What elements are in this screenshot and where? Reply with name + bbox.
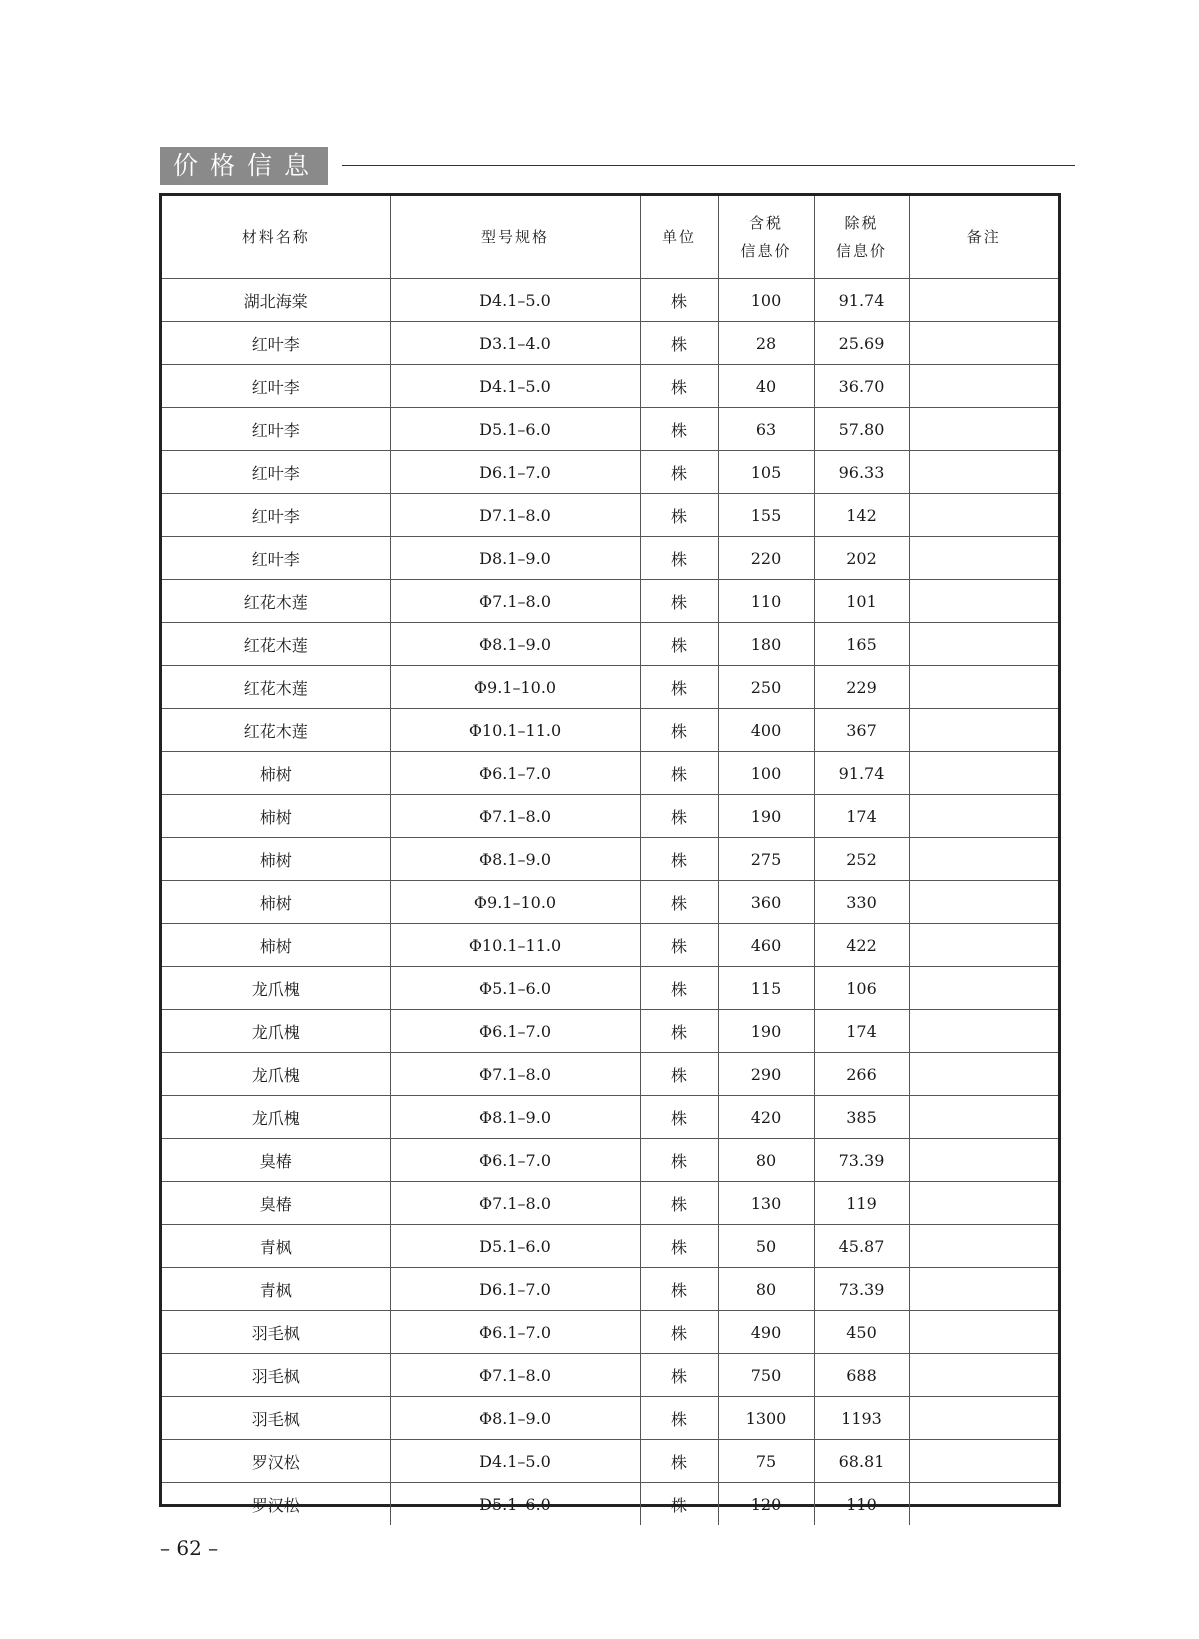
- cell-material-name: 湖北海棠: [162, 279, 390, 322]
- cell-unit: 株: [640, 709, 718, 752]
- cell-unit: 株: [640, 322, 718, 365]
- cell-unit: 株: [640, 1354, 718, 1397]
- cell-unit: 株: [640, 537, 718, 580]
- cell-tax-price: 290: [718, 1053, 814, 1096]
- table-row: [162, 881, 1058, 924]
- cell-unit: 株: [640, 1483, 718, 1526]
- cell-remark: [909, 795, 1058, 838]
- cell-spec: D4.1–5.0: [390, 1440, 640, 1483]
- cell-material-name: 红花木莲: [162, 623, 390, 666]
- header-remark: 备注: [909, 196, 1058, 279]
- cell-notax-price: 688: [814, 1354, 909, 1397]
- cell-tax-price: 400: [718, 709, 814, 752]
- cell-tax-price: 190: [718, 795, 814, 838]
- cell-spec: Φ6.1–7.0: [390, 752, 640, 795]
- cell-material-name: 红叶李: [162, 365, 390, 408]
- header-tax-price: [718, 196, 814, 279]
- cell-material-name: 红叶李: [162, 451, 390, 494]
- table-row: [162, 1182, 1058, 1225]
- header-unit: 单位: [640, 196, 718, 279]
- cell-notax-price: 45.87: [814, 1225, 909, 1268]
- cell-unit: 株: [640, 795, 718, 838]
- cell-remark: [909, 666, 1058, 709]
- table-row: [162, 1225, 1058, 1268]
- cell-tax-price: 130: [718, 1182, 814, 1225]
- cell-material-name: 红叶李: [162, 537, 390, 580]
- cell-notax-price: 57.80: [814, 408, 909, 451]
- cell-tax-price: 28: [718, 322, 814, 365]
- cell-remark: [909, 838, 1058, 881]
- cell-spec: D5.1–6.0: [390, 408, 640, 451]
- cell-tax-price: 75: [718, 1440, 814, 1483]
- header-notax-price-line1: 除税: [844, 214, 879, 232]
- cell-notax-price: 142: [814, 494, 909, 537]
- cell-spec: D5.1–6.0: [390, 1483, 640, 1526]
- table-row: [162, 494, 1058, 537]
- cell-spec: Φ8.1–9.0: [390, 1096, 640, 1139]
- table-row: [162, 838, 1058, 881]
- section-rule: [342, 165, 1075, 166]
- cell-material-name: 红花木莲: [162, 666, 390, 709]
- cell-spec: D5.1–6.0: [390, 1225, 640, 1268]
- cell-tax-price: 80: [718, 1268, 814, 1311]
- cell-spec: D4.1–5.0: [390, 279, 640, 322]
- cell-material-name: 红叶李: [162, 408, 390, 451]
- cell-remark: [909, 967, 1058, 1010]
- cell-unit: 株: [640, 666, 718, 709]
- cell-unit: 株: [640, 967, 718, 1010]
- cell-material-name: 羽毛枫: [162, 1311, 390, 1354]
- table-row: [162, 1311, 1058, 1354]
- table-row: [162, 1354, 1058, 1397]
- table-row: [162, 1440, 1058, 1483]
- table-row: [162, 752, 1058, 795]
- cell-spec: Φ9.1–10.0: [390, 666, 640, 709]
- cell-tax-price: 100: [718, 752, 814, 795]
- cell-tax-price: 155: [718, 494, 814, 537]
- header-notax-price-line2: 信息价: [835, 242, 887, 260]
- cell-unit: 株: [640, 494, 718, 537]
- cell-tax-price: 180: [718, 623, 814, 666]
- cell-remark: [909, 752, 1058, 795]
- cell-unit: 株: [640, 752, 718, 795]
- section-title: 价格信息: [160, 147, 328, 185]
- cell-material-name: 柿树: [162, 795, 390, 838]
- page-number: – 62 –: [160, 1536, 219, 1560]
- cell-material-name: 羽毛枫: [162, 1354, 390, 1397]
- price-table: [162, 196, 1058, 1525]
- cell-spec: D7.1–8.0: [390, 494, 640, 537]
- cell-tax-price: 420: [718, 1096, 814, 1139]
- cell-remark: [909, 279, 1058, 322]
- cell-tax-price: 120: [718, 1483, 814, 1526]
- cell-unit: 株: [640, 1010, 718, 1053]
- cell-notax-price: 1193: [814, 1397, 909, 1440]
- cell-notax-price: 202: [814, 537, 909, 580]
- cell-notax-price: 252: [814, 838, 909, 881]
- cell-notax-price: 385: [814, 1096, 909, 1139]
- table-row: [162, 1483, 1058, 1526]
- table-row: [162, 279, 1058, 322]
- table-row: [162, 451, 1058, 494]
- cell-spec: D8.1–9.0: [390, 537, 640, 580]
- cell-notax-price: 174: [814, 795, 909, 838]
- cell-notax-price: 96.33: [814, 451, 909, 494]
- header-notax-price: [814, 196, 909, 279]
- cell-tax-price: 105: [718, 451, 814, 494]
- cell-tax-price: 50: [718, 1225, 814, 1268]
- cell-unit: 株: [640, 838, 718, 881]
- cell-material-name: 红叶李: [162, 322, 390, 365]
- cell-spec: Φ7.1–8.0: [390, 1354, 640, 1397]
- cell-remark: [909, 1139, 1058, 1182]
- table-row: [162, 1268, 1058, 1311]
- header-tax-price-line2: 信息价: [740, 242, 792, 260]
- cell-tax-price: 275: [718, 838, 814, 881]
- cell-remark: [909, 1053, 1058, 1096]
- header-material-name: 材料名称: [162, 196, 390, 279]
- cell-material-name: 龙爪槐: [162, 1010, 390, 1053]
- cell-unit: 株: [640, 1397, 718, 1440]
- table-row: [162, 365, 1058, 408]
- cell-unit: 株: [640, 924, 718, 967]
- cell-material-name: 臭椿: [162, 1139, 390, 1182]
- table-row: [162, 1397, 1058, 1440]
- cell-remark: [909, 1483, 1058, 1526]
- cell-material-name: 红叶李: [162, 494, 390, 537]
- cell-unit: 株: [640, 623, 718, 666]
- cell-notax-price: 91.74: [814, 279, 909, 322]
- cell-notax-price: 174: [814, 1010, 909, 1053]
- price-table-frame: [159, 193, 1061, 1515]
- cell-material-name: 红花木莲: [162, 709, 390, 752]
- cell-material-name: 红花木莲: [162, 580, 390, 623]
- cell-notax-price: 73.39: [814, 1268, 909, 1311]
- cell-unit: 株: [640, 580, 718, 623]
- cell-remark: [909, 1397, 1058, 1440]
- table-row: [162, 967, 1058, 1010]
- cell-spec: D6.1–7.0: [390, 451, 640, 494]
- cell-unit: 株: [640, 1440, 718, 1483]
- cell-material-name: 罗汉松: [162, 1483, 390, 1526]
- cell-tax-price: 1300: [718, 1397, 814, 1440]
- cell-remark: [909, 1354, 1058, 1397]
- cell-spec: Φ8.1–9.0: [390, 838, 640, 881]
- cell-unit: 株: [640, 1096, 718, 1139]
- cell-material-name: 罗汉松: [162, 1440, 390, 1483]
- cell-remark: [909, 1010, 1058, 1053]
- cell-spec: Φ10.1–11.0: [390, 709, 640, 752]
- cell-material-name: 龙爪槐: [162, 1096, 390, 1139]
- table-row: [162, 795, 1058, 838]
- cell-unit: 株: [640, 881, 718, 924]
- cell-remark: [909, 365, 1058, 408]
- cell-tax-price: 80: [718, 1139, 814, 1182]
- cell-spec: Φ7.1–8.0: [390, 795, 640, 838]
- cell-remark: [909, 580, 1058, 623]
- cell-material-name: 柿树: [162, 881, 390, 924]
- cell-unit: 株: [640, 1139, 718, 1182]
- cell-notax-price: 25.69: [814, 322, 909, 365]
- cell-tax-price: 360: [718, 881, 814, 924]
- cell-remark: [909, 494, 1058, 537]
- cell-notax-price: 73.39: [814, 1139, 909, 1182]
- cell-notax-price: 229: [814, 666, 909, 709]
- cell-spec: D4.1–5.0: [390, 365, 640, 408]
- cell-spec: Φ7.1–8.0: [390, 1182, 640, 1225]
- cell-spec: Φ7.1–8.0: [390, 1053, 640, 1096]
- cell-notax-price: 110: [814, 1483, 909, 1526]
- cell-material-name: 龙爪槐: [162, 967, 390, 1010]
- cell-tax-price: 40: [718, 365, 814, 408]
- cell-notax-price: 422: [814, 924, 909, 967]
- cell-spec: Φ5.1–6.0: [390, 967, 640, 1010]
- cell-remark: [909, 924, 1058, 967]
- table-row: [162, 408, 1058, 451]
- cell-remark: [909, 322, 1058, 365]
- cell-notax-price: 101: [814, 580, 909, 623]
- cell-remark: [909, 623, 1058, 666]
- cell-unit: 株: [640, 1225, 718, 1268]
- table-header-row: [162, 196, 1058, 279]
- cell-spec: D3.1–4.0: [390, 322, 640, 365]
- cell-remark: [909, 451, 1058, 494]
- table-row: [162, 666, 1058, 709]
- table-body: [162, 279, 1058, 1526]
- table-row: [162, 1096, 1058, 1139]
- cell-notax-price: 68.81: [814, 1440, 909, 1483]
- cell-tax-price: 220: [718, 537, 814, 580]
- table-row: [162, 709, 1058, 752]
- table-row: [162, 537, 1058, 580]
- cell-unit: 株: [640, 279, 718, 322]
- cell-spec: Φ6.1–7.0: [390, 1139, 640, 1182]
- cell-tax-price: 100: [718, 279, 814, 322]
- cell-notax-price: 266: [814, 1053, 909, 1096]
- cell-tax-price: 250: [718, 666, 814, 709]
- cell-tax-price: 490: [718, 1311, 814, 1354]
- table-row: [162, 1053, 1058, 1096]
- table-row: [162, 1139, 1058, 1182]
- cell-remark: [909, 408, 1058, 451]
- cell-tax-price: 110: [718, 580, 814, 623]
- cell-remark: [909, 1268, 1058, 1311]
- header-tax-price-line1: 含税: [748, 214, 783, 232]
- table-row: [162, 322, 1058, 365]
- cell-notax-price: 330: [814, 881, 909, 924]
- cell-spec: Φ7.1–8.0: [390, 580, 640, 623]
- cell-material-name: 柿树: [162, 752, 390, 795]
- cell-unit: 株: [640, 1182, 718, 1225]
- cell-remark: [909, 1225, 1058, 1268]
- cell-remark: [909, 1096, 1058, 1139]
- cell-spec: Φ10.1–11.0: [390, 924, 640, 967]
- section-header: [160, 147, 1075, 185]
- cell-spec: Φ6.1–7.0: [390, 1311, 640, 1354]
- cell-unit: 株: [640, 408, 718, 451]
- cell-notax-price: 367: [814, 709, 909, 752]
- cell-tax-price: 115: [718, 967, 814, 1010]
- cell-unit: 株: [640, 451, 718, 494]
- cell-tax-price: 460: [718, 924, 814, 967]
- cell-tax-price: 750: [718, 1354, 814, 1397]
- cell-remark: [909, 537, 1058, 580]
- cell-notax-price: 119: [814, 1182, 909, 1225]
- cell-remark: [909, 709, 1058, 752]
- cell-notax-price: 91.74: [814, 752, 909, 795]
- cell-unit: 株: [640, 1311, 718, 1354]
- cell-material-name: 柿树: [162, 838, 390, 881]
- table-row: [162, 1010, 1058, 1053]
- table-row: [162, 924, 1058, 967]
- table-row: [162, 623, 1058, 666]
- table-row: [162, 580, 1058, 623]
- cell-material-name: 柿树: [162, 924, 390, 967]
- cell-tax-price: 63: [718, 408, 814, 451]
- cell-notax-price: 106: [814, 967, 909, 1010]
- cell-material-name: 青枫: [162, 1225, 390, 1268]
- cell-unit: 株: [640, 365, 718, 408]
- cell-material-name: 臭椿: [162, 1182, 390, 1225]
- cell-remark: [909, 1311, 1058, 1354]
- cell-material-name: 青枫: [162, 1268, 390, 1311]
- cell-spec: Φ8.1–9.0: [390, 623, 640, 666]
- cell-material-name: 羽毛枫: [162, 1397, 390, 1440]
- cell-unit: 株: [640, 1053, 718, 1096]
- cell-spec: D6.1–7.0: [390, 1268, 640, 1311]
- cell-remark: [909, 881, 1058, 924]
- cell-notax-price: 36.70: [814, 365, 909, 408]
- cell-remark: [909, 1440, 1058, 1483]
- cell-tax-price: 190: [718, 1010, 814, 1053]
- cell-notax-price: 450: [814, 1311, 909, 1354]
- cell-spec: Φ8.1–9.0: [390, 1397, 640, 1440]
- cell-material-name: 龙爪槐: [162, 1053, 390, 1096]
- header-spec: 型号规格: [390, 196, 640, 279]
- cell-unit: 株: [640, 1268, 718, 1311]
- cell-notax-price: 165: [814, 623, 909, 666]
- cell-spec: Φ6.1–7.0: [390, 1010, 640, 1053]
- cell-remark: [909, 1182, 1058, 1225]
- cell-spec: Φ9.1–10.0: [390, 881, 640, 924]
